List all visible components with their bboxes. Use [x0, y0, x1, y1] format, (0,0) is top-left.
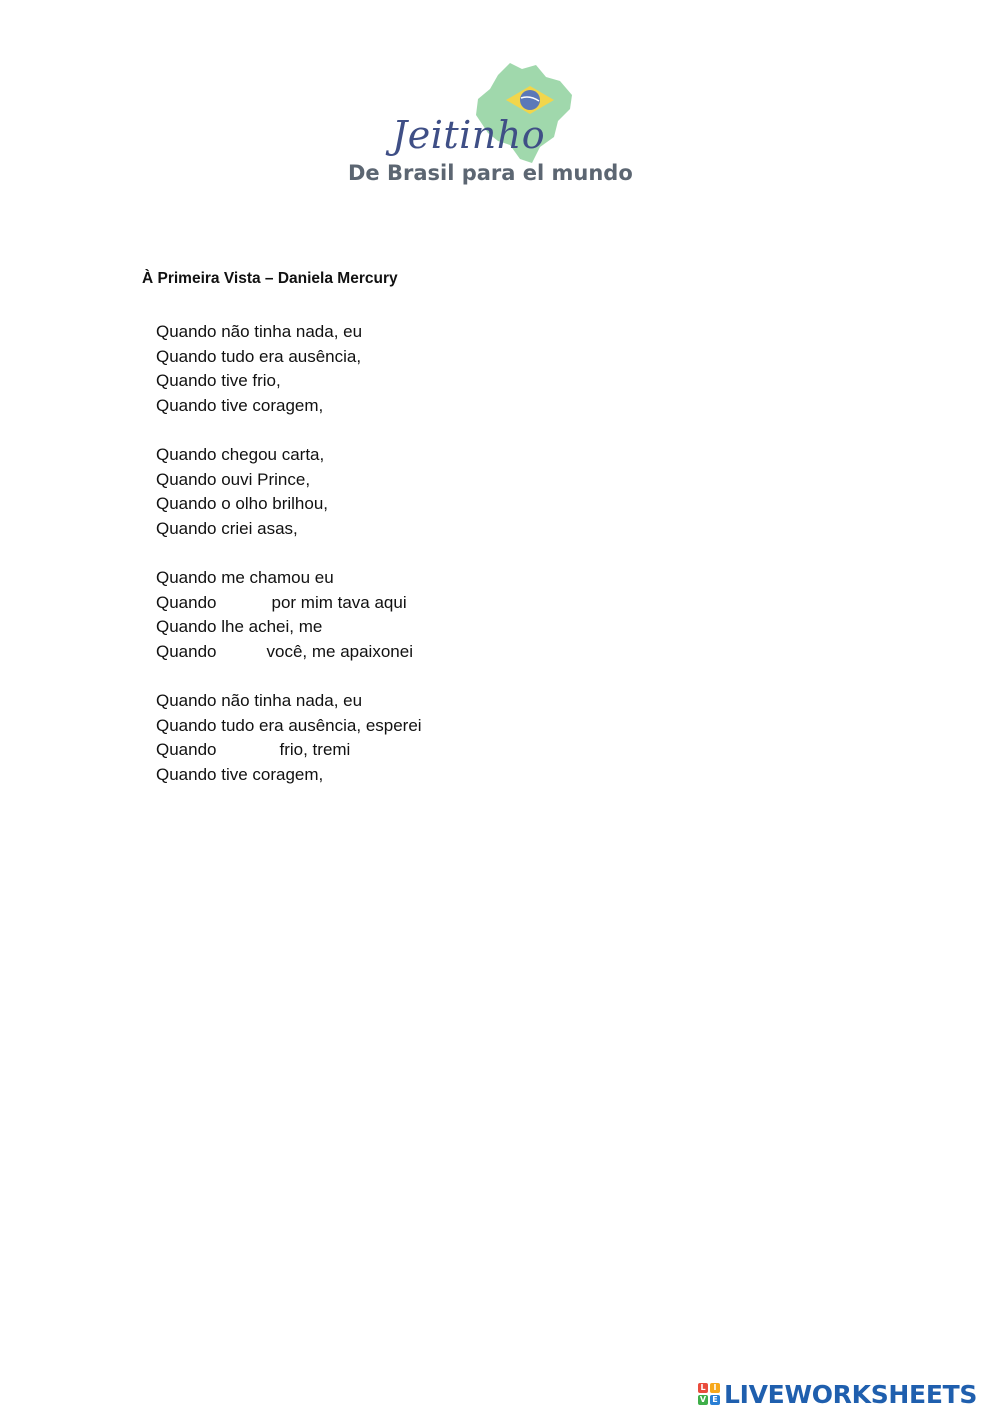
lyric-line: Quando tive coragem,	[156, 764, 324, 784]
lyric-line: Quando chegou carta,	[156, 444, 325, 464]
song-title: À Primeira Vista – Daniela Mercury	[142, 270, 398, 287]
logo-tile: I	[710, 1383, 720, 1393]
logo-tile: E	[710, 1395, 720, 1405]
lyric-line: Quando o olho brilhou,	[156, 494, 329, 514]
stanza-3	[156, 566, 422, 664]
lyric-line: Quando tudo era ausência, esperei	[156, 715, 422, 735]
lyric-line-with-blank	[156, 640, 422, 665]
lyric-segment: por mim tava aqui	[271, 592, 407, 612]
stanza-1	[156, 320, 422, 418]
lyric-line: Quando lhe achei, me	[156, 617, 323, 637]
lyric-line-with-blank	[156, 591, 422, 616]
lyric-segment: Quando	[156, 641, 217, 661]
logo-tile: V	[699, 1395, 707, 1404]
lyric-line: Quando tudo era ausência,	[156, 346, 362, 366]
liveworksheets-brand	[698, 1378, 977, 1410]
lyric-line: Quando não tinha nada, eu	[156, 322, 363, 341]
logo-subtitle: De Brasil para el mundo	[348, 161, 633, 185]
lyrics	[156, 320, 422, 812]
logo-script-text: Jeitinho	[392, 113, 546, 157]
lyric-line: Quando tive coragem,	[156, 395, 324, 415]
lyric-line: Quando tive frio,	[156, 371, 281, 391]
jeitinho-logo	[340, 55, 650, 205]
lyric-line: Quando ouvi Prince,	[156, 469, 311, 489]
lyric-segment: Quando	[156, 592, 217, 612]
lyric-line: Quando não tinha nada, eu	[156, 690, 363, 710]
lyric-line: Quando me chamou eu	[156, 567, 334, 587]
lyric-segment: você, me apaixonei	[266, 641, 413, 661]
liveworksheets-text: LIVEWORKSHEETS	[724, 1379, 978, 1409]
lyric-line: Quando criei asas,	[156, 518, 298, 538]
stanza-2	[156, 443, 422, 541]
stanza-4	[156, 689, 422, 787]
lyric-line-with-blank	[156, 738, 422, 763]
lyric-segment: Quando	[156, 740, 217, 760]
liveworksheets-logo-icon	[698, 1383, 720, 1405]
lyric-segment: frio, tremi	[279, 740, 351, 760]
logo-tile: L	[698, 1383, 708, 1393]
